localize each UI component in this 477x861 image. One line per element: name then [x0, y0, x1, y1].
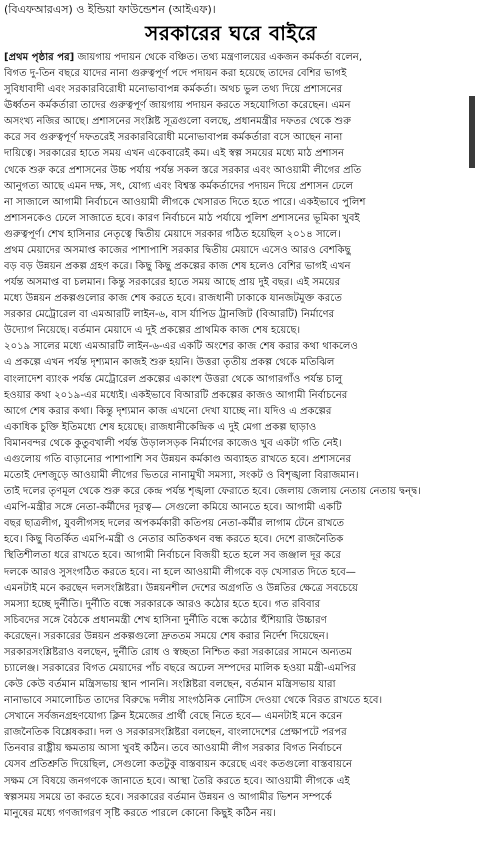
article-line-text: বাংলাদেশ ব্যাংক পর্যন্ত মেট্রোরেল প্রকল্পের একাংশ উত্তরা থেকে আগারগাঁও পর্যন্ত চালু — [4, 373, 343, 385]
article-line-text: স্বল্পসময় সময়ে তা করতে হবে। সরকারের বর্তমান উন্নয়ন ও আগামীর ভিশন সম্পর্কে — [4, 791, 332, 803]
article-line-text: হওয়ার কথা ২০১৯-এর মধ্যেই। একইভাবে বিআরটি প্রকল্পের কাজও আগামী নির্বাচনের — [4, 389, 348, 401]
article-line — [4, 581, 460, 597]
article-body — [4, 50, 460, 856]
article-line-text: গুরুত্বপূর্ণ। শেখ হাসিনার নেতৃত্বে দ্বিতীয় মেয়াদে সরকার গঠিত হয়েছিল ২০১৪ সালে। — [4, 228, 341, 240]
article-line — [4, 565, 460, 581]
article-line — [4, 114, 460, 130]
source-tag: (বিএফআরএস) ও ইন্ডিয়া ফাউন্ডেশন (আইএফ)। — [4, 3, 216, 16]
article-line-text: দায়িত্বে। সরকারের হাতে সময় এখন একেবারেই কম। এই স্বল্প সময়ের মধ্যে মাঠ প্রশাসন — [4, 148, 345, 160]
article-line — [4, 323, 460, 339]
article-line — [4, 484, 460, 500]
article-line-text: মানুষের মধ্যে গণজাগরণ সৃষ্টি করতে পারলে কোনো কিছুই কঠিন নয়। — [4, 807, 276, 819]
article-line — [4, 500, 460, 516]
article-line — [4, 98, 460, 114]
article-line-text: প্রথম মেয়াদের অসমাপ্ত কাজের পাশাপাশি সরকার দ্বিতীয় মেয়াদে এসেও আরও বেশকিছু — [4, 244, 351, 256]
article-line-text: পর্যন্ত অসমাপ্ত বা চলমান। কিন্তু সরকারের হাতে সময় আছে প্রায় দুই বছর। এই সময়ের — [4, 277, 341, 289]
article-line — [4, 259, 460, 275]
article-line — [4, 82, 460, 98]
article-line-text: মধ্যে উন্নয়ন প্রকল্পগুলোর কাজ শেষ করতে হবে। রাজধানী ঢাকাকে যানজটমুক্ত করতে — [4, 293, 342, 305]
article-line-text: মতোই দেশজুড়ে আওয়ামী লীগের ভিতরে নানামুখী সমস্যা, সংকট ও বিশৃঙ্খলা বিরাজমান। — [4, 470, 359, 482]
article-line-text: সমস্যা হচ্ছে দুর্নীতি। দুর্নীতি বন্ধে সরকারকে আরও কঠোর হতে হবে। গত রবিবার — [4, 598, 321, 610]
article-line-text: স্থিতিশীলতা ধরে রাখতে হবে। আগামী নির্বাচনে বিজয়ী হতে হলে সব জঞ্জাল দূর করে — [4, 550, 341, 562]
article-line — [4, 790, 460, 806]
article-line-text: এগুলোয় গতি বাড়ানোর পাশাপাশি সব উন্নয়ন কর্মকাণ্ড অব্যাহত রাখতে হবে। প্রশাসনের — [4, 453, 352, 465]
article-line-text: সেখানে সর্বজনগ্রহণযোগ্য ক্লিন ইমেজের প্রার্থী বেছে নিতে হবে— এমনটাই মনে করেন — [4, 711, 343, 723]
article-line-text: সক্ষম সে বিষয়ে জনগণকে জানাতে হবে। আস্থা তৈরি করতে হবে। আওয়ামী লীগকে এই — [4, 775, 350, 787]
edge-marker — [469, 96, 475, 168]
article-line — [4, 741, 460, 757]
article-line — [4, 372, 460, 388]
article-line — [4, 645, 460, 661]
article-line-text: একাধিক চুক্তি ইতিমধ্যে শেষ হয়েছে। রাজধানীকেন্দ্রিক এ দুই মেগা প্রকল্প ছাড়াও — [4, 421, 317, 433]
article-line — [4, 291, 460, 307]
continued-from-label: [প্রথম পৃষ্ঠার পর] — [4, 52, 75, 63]
article-line-text: করেছেন। সরকারের উন্নয়ন প্রকল্পগুলো দ্রুততম সময়ে শেষ করার নির্দেশ দিয়েছেন। — [4, 630, 329, 642]
article-line-text: সুবিধাবাদী এবং সরকারবিরোধী মনোভাবাপন্ন কর্মকর্তা। অথচ ভুল তথ্য দিয়ে প্রশাসনের — [4, 84, 343, 96]
article-line-text: হবে। কিছু বিতর্কিত এমপি-মন্ত্রী ও নেতার অতিকথন বন্ধ করতে হবে। দেশে রাজনৈতিক — [4, 534, 344, 546]
article-line — [4, 355, 460, 371]
article-line-text: আনুগত্য আছে এমন দক্ষ, সৎ, যোগ্য এবং বিশ্বস্ত কর্মকর্তাদের পদায়ন দিয়ে প্রশাসন ঢেলে — [4, 180, 354, 192]
article-line-text: তিনবার রাষ্ট্রীয় ক্ষমতায় আসা খুবই কঠিন। তবে আওয়ামী লীগ সরকার বিগত নির্বাচনে — [4, 743, 342, 755]
article-line — [4, 307, 460, 323]
article-line — [4, 677, 460, 693]
article-line-text: সরকার মেট্রোরেল বা এমআরটি লাইন-৬, বাস র্যাপিড ট্রানজিট (বিআরটি) নির্মাণের — [4, 309, 335, 321]
headline: সরকারের ঘরে বাইরে — [145, 21, 317, 45]
article-line — [4, 179, 460, 195]
article-line-text: অসংখ্য নজির আছে। প্রশাসনের সংশ্লিষ্ট সূত্রগুলো বলছে, প্রধানমন্ত্রীর দফতর থেকে শুরু — [4, 116, 351, 128]
article-line-text: এমপি-মন্ত্রীর সঙ্গে নেতা-কর্মীদের দূরত্ব— সেগুলো কমিয়ে আনতে হবে। আগামী একটি — [4, 502, 342, 514]
article-line — [4, 243, 460, 259]
article-line — [4, 613, 460, 629]
article-line — [4, 693, 460, 709]
article-line — [4, 725, 460, 741]
article-line-text: আগে শেষ করার কথা। কিন্তু দৃশ্যমান কাজ এখনো দেখা যাচ্ছে না। যদিও এ প্রকল্পের — [4, 405, 332, 417]
article-line-text: নানাভাবে সমালোচিত তাদের বিরুদ্ধে দলীয় সাংগঠনিক নোটিস দেওয়া থেকে বিরত রাখতে হবে। — [4, 695, 383, 707]
article-line-text: এমনটাই মনে করছেন দলসংশ্লিষ্টরা। উন্নয়নশীল দেশের অগ্রগতি ও উন্নতির ক্ষেত্রে সবচেয়ে — [4, 582, 358, 594]
article-line — [4, 548, 460, 564]
article-line — [4, 629, 460, 645]
article-line-text: জায়গায় পদায়ন থেকে বঞ্চিত। তথ্য মন্ত্রণালয়ের একজন কর্মকর্তা বলেন, — [74, 52, 363, 63]
article-line — [4, 452, 460, 468]
article-line-text: করে সব গুরুত্বপূর্ণ দফতরেই সরকারবিরোধী মনোভাবাপন্ন কর্মকর্তারা বসে আছেন নানা — [4, 132, 343, 144]
article-line — [4, 146, 460, 162]
article-line — [4, 806, 460, 822]
article-line-text: কেউ কেউ বর্তমান মন্ত্রিসভায় স্থান পাননি। সংশ্লিষ্টরা বলছেন, বর্তমান মন্ত্রিসভায় যারা — [4, 679, 336, 691]
article-line — [4, 420, 460, 436]
article-line-text: সরকারসংশ্লিষ্টরাও বলছেন, দুর্নীতি রোধ ও স্বচ্ছতা নিশ্চিত করা সরকারের সামনে অন্যতম — [4, 646, 352, 658]
article-line-text: উদ্যোগ নিয়েছে। বর্তমান মেয়াদে এ দুই প্রকল্পের প্রাথমিক কাজ শেষ হয়েছে। — [4, 325, 301, 337]
article-line — [4, 275, 460, 291]
article-line — [4, 404, 460, 420]
article-line — [4, 66, 460, 82]
article-line-text: বিগত দু-তিন বছরে যাদের নানা গুরুত্বপূর্ণ পদে পদায়ন করা হয়েছে তাদের বেশির ভাগই — [4, 68, 347, 80]
article-line-text: প্রশাসনকেও ঢেলে সাজাতে হবে। কারণ নির্বাচনে মাঠ পর্যায়ে পুলিশ প্রশাসনের ভূমিকা খুবই — [4, 212, 360, 224]
article-line-text: ২০১৯ সালের মধ্যে এমআরটি লাইন-৬-এর একটি অংশের কাজ শেষ করার কথা থাকলেও — [4, 341, 358, 353]
article-line — [4, 211, 460, 227]
article-line-text: না সাজালে আগামী নির্বাচনে আওয়ামী লীগকে খেসারত দিতে হতে পারে। একইভাবে পুলিশ — [4, 196, 366, 208]
article-line — [4, 50, 460, 66]
article-line — [4, 163, 460, 179]
article-line — [4, 774, 460, 790]
article-line — [4, 468, 460, 484]
article-line — [4, 339, 460, 355]
article-line-text: এ প্রকল্পে এখন পর্যন্ত দৃশ্যমান কাজই শুরু হয়নি। উত্তরা তৃতীয় প্রকল্প থেকে মতিঝিল — [4, 357, 335, 369]
article-line-text: ঊর্ধ্বতন কর্মকর্তারা তাদের গুরুত্বপূর্ণ জায়গায় পদায়ন করতে সহযোগিতা করেছেন। এমন — [4, 100, 351, 112]
article-line — [4, 757, 460, 773]
article-line — [4, 709, 460, 725]
article-line — [4, 516, 460, 532]
article-line — [4, 388, 460, 404]
article-line — [4, 436, 460, 452]
article-line — [4, 195, 460, 211]
article-line — [4, 597, 460, 613]
article-line-text: থেকে শুরু করে প্রশাসনের উচ্চ পর্যায় পর্যন্ত সকল স্তরে সরকার এবং আওয়ামী লীগের প্রতি — [4, 164, 362, 176]
article-line — [4, 227, 460, 243]
article-line-text: বিমানবন্দর থেকে কুতুবখালী পর্যন্ত উড়ালসড়ক নির্মাণের কাজেও খুব একটা গতি নেই। — [4, 437, 342, 449]
article-line — [4, 532, 460, 548]
right-edge-strip — [462, 0, 477, 861]
article-line-text: বড় বড় উন্নয়ন প্রকল্প গ্রহণ করে। কিছু কিছু প্রকল্পের কাজ শেষ হলেও বেশির ভাগই এখন — [4, 261, 351, 273]
article-line-text: বছর ছাত্রলীগ, যুবলীগসহ দলের অপকর্মকারী কতিপয় নেতা-কর্মীর লাগাম টেনে রাখতে — [4, 518, 345, 530]
article-line-text: রাজনৈতিক বিশ্লেষকরা। দল ও সরকারসংশ্লিষ্টরা বলছেন, বাংলাদেশের প্রেক্ষাপটে পরপর — [4, 727, 347, 739]
article-line-text: যেসব প্রতিশ্রুতি দিয়েছিল, সেগুলো কতটুকু বাস্তবায়ন করেছে এবং কতগুলো বাস্তবায়নে — [4, 759, 353, 771]
article-line — [4, 130, 460, 146]
article-line-text: চ্যালেঞ্জ। সরকারের বিগত মেয়াদের পাঁচ বছরে অঢেল সম্পদের মালিক হওয়া মন্ত্রী-এমপির — [4, 662, 356, 674]
article-line-text: তাই দলের তৃণমূল থেকে শুরু করে কেন্দ্র পর্যন্ত শৃঙ্খলা ফেরাতে হবে। জেলায় জেলায় নেতায় নেতায় দ্বন্দ্ব। — [4, 486, 421, 498]
article-line — [4, 661, 460, 677]
article-line-text: সচিবদের সঙ্গে বৈঠকে প্রধানমন্ত্রী শেখ হাসিনা দুর্নীতি বন্ধে কঠোর হুঁশিয়ারি উচ্চারণ — [4, 614, 327, 626]
article-line-text: দলকে আরও সুসংগঠিত করতে হবে। না হলে আওয়ামী লীগকে বড় খেসারত দিতে হবে— — [4, 566, 356, 578]
